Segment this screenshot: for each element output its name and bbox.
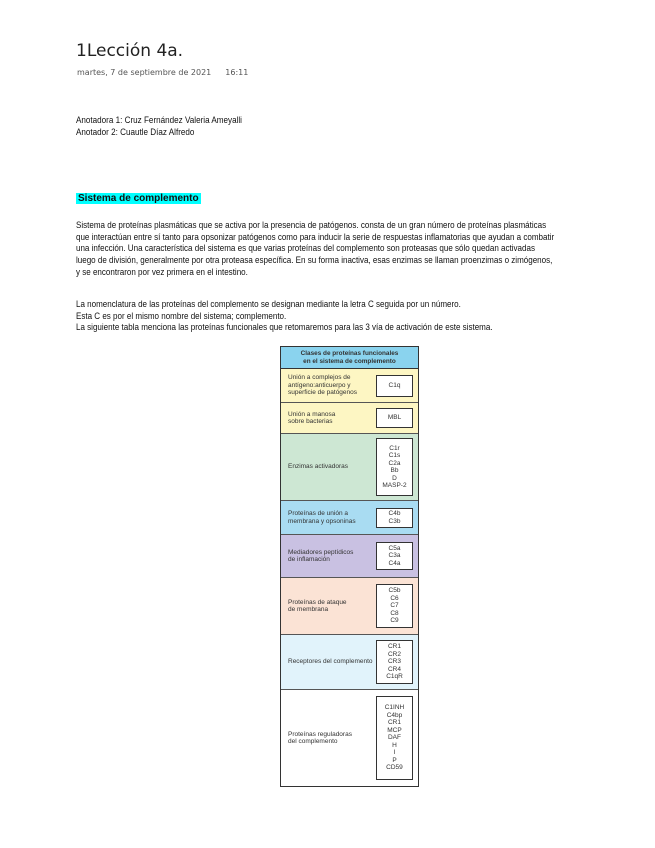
row-label: Proteínas reguladoras del complemento — [288, 730, 352, 745]
table-row — [281, 434, 418, 501]
paragraph-line: La nomenclatura de las proteínas del complemento se designan mediante la letra C seguida por un número. — [76, 299, 461, 309]
annotator-1: Anotadora 1: Cruz Fernández Valeria Ameyalli — [76, 115, 242, 125]
paragraph-line: una infección. Una característica del sistema es que varias proteínas del complemento son proteasas que sólo quedan activadas — [76, 243, 535, 254]
row-proteins: C1q — [376, 375, 413, 397]
paragraph-line: y se encontraron por vez primera en el intestino. — [76, 266, 248, 277]
row-label: Proteínas de ataque de membrana — [288, 598, 347, 613]
row-label: Mediadores peptídicos de inflamación — [288, 548, 354, 563]
row-label: Receptores del complemento — [288, 658, 373, 666]
row-label: Unión a complejos de antígeno:anticuerpo y superficie de patógenos — [288, 374, 358, 397]
row-label: Proteínas de unión a membrana y opsoninas — [288, 510, 356, 525]
paragraph-line: que interactúan entre sí tanto para opsonizar patógenos como para inducir la serie de respuestas inflamatorias que ayudan a combatir — [76, 231, 555, 242]
table-row — [281, 535, 418, 578]
row-proteins: C5b C6 C7 C8 C9 — [376, 584, 413, 628]
table-row — [281, 403, 418, 434]
paragraph-2 — [76, 299, 655, 334]
paragraph-1 — [76, 220, 655, 279]
row-proteins: C1r C1s C2a Bb D MASP-2 — [376, 438, 413, 496]
table-row — [281, 635, 418, 690]
row-label: Unión a manosa sobre bacterias — [288, 410, 336, 425]
date-text: martes, 7 de septiembre de 2021 — [77, 68, 212, 77]
row-proteins: CR1 CR2 CR3 CR4 C1qR — [376, 640, 413, 684]
paragraph-line: La siguiente tabla menciona las proteínas funcionales que retomaremos para las 3 vía de activación de este sistema. — [76, 322, 493, 333]
paragraph-line: Esta C es por el mismo nombre del sistema; complemento. — [76, 310, 287, 321]
row-proteins: C5a C3a C4a — [376, 542, 413, 570]
annotator-2: Anotador 2: Cuautle Díaz Alfredo — [76, 127, 195, 137]
page-title: 1Lección 4a. — [76, 41, 184, 61]
row-proteins: MBL — [376, 408, 413, 428]
page-date — [77, 68, 262, 77]
paragraph-line: Sistema de proteínas plasmáticas que se activa por la presencia de patógenos. consta de un gran número de proteínas plasmáticas — [76, 220, 547, 230]
paragraph-line: luego de división, generalmente por otra proteasa específica. En su forma inactiva, esas enzimas se llaman proenzimas o zimógenos, — [76, 255, 553, 266]
row-label: Enzimas activadoras — [288, 463, 348, 471]
complement-proteins-table — [280, 346, 419, 787]
section-heading: Sistema de complemento — [78, 193, 199, 204]
row-proteins: C4b C3b — [376, 508, 413, 528]
table-row — [281, 369, 418, 403]
table-row — [281, 501, 418, 535]
time-text: 16:11 — [225, 68, 249, 77]
row-proteins: C1INH C4bp CR1 MCP DAF H I P CD59 — [376, 696, 413, 780]
table-header: Clases de proteínas funcionales en el sistema de complemento — [281, 347, 418, 369]
table-row — [281, 578, 418, 635]
table-row — [281, 690, 418, 786]
